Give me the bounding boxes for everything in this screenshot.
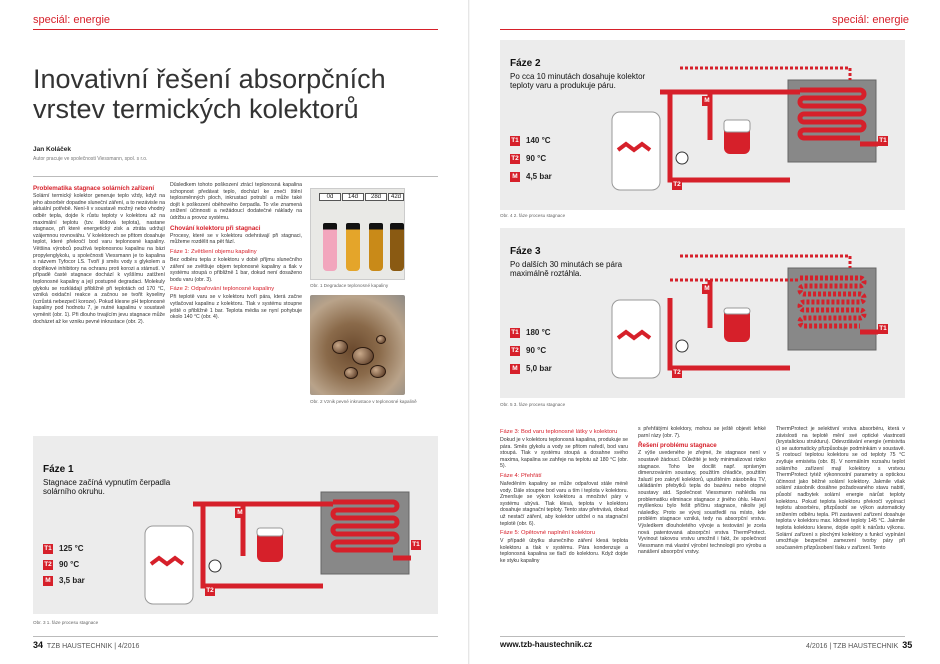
- figure-caption: Obr. 4 2. fáze procesu stagnace: [500, 213, 566, 218]
- divider: [33, 176, 438, 177]
- paragraph: Bez odběru tepla z kolektoru v době příjmu slunečního záření se zvětšuje objem teplonosné kapaliny a tlak v systému stoupá o přibližně 1 bar, dokud není dosaženo bodu varu (obr. 3).: [170, 257, 302, 283]
- t1-badge: T1: [44, 545, 52, 552]
- text-column-1: [33, 182, 165, 424]
- t1-sensor-badge: T1: [879, 137, 887, 144]
- t2-sensor-badge: T2: [673, 369, 681, 376]
- t2-sensor-badge: T2: [673, 181, 681, 188]
- fluid-degradation-photo: [310, 188, 405, 280]
- t2-value: 90 °C: [526, 346, 547, 355]
- vial-label: 42d: [388, 193, 404, 201]
- figure-phase-3: [500, 228, 905, 398]
- phase-title: Fáze 1: [43, 464, 74, 475]
- vial: [323, 223, 337, 271]
- vial: [390, 223, 404, 271]
- author-affiliation: Autor pracuje ve společnosti Viessmann, spol. s r.o.: [33, 156, 148, 162]
- phase-title: Fáze 3: [510, 246, 541, 257]
- vial-label: 28d: [365, 193, 387, 201]
- figure-caption: Obr. 1 Degradace teplonosné kapaliny: [310, 283, 389, 288]
- t2-badge: T2: [44, 561, 52, 568]
- paragraph: Solární termický kolektor generuje teplo vždy, když na jeho absorbér dopadne sluneční záření, a to nezávisle na aktuální potřebě. Není-li v soustavě možný nebo vhodný odběr tepla, dojde k růstu teploty v kolektoru až na maximální teplotu (tzv. klidová teplota), nastane stagnace, při které energetický zisk a ztráta udržují vzájemnou rovnováhu. V kolektorech se přitom dosahuje teplot, které překročí bod varu teplonosné kapaliny. Většina výrobců používá teplonosnou kapalinu na bázi propylenglykolu, u společnosti Viessmann je to kapalina s názvem Tyfocor LS. Tvoří ji směs vody s glykolem a doplňkové inhibitory na ochranu proti korozi a stárnutí. V případě časté stagnace dochází k vyššímu zatížení teplonosné kapaliny a její postupné degradaci. Molekuly glykolu se rozkládají přibližně při teplotách od 170 °C, vzniká oxidační reakce a začnou se tvořit kyseliny (vzrůstá nebezpečí koroze). Pokud klesne pH teplonosné kapaliny pod hodnotu 7, je nutné kapalinu v soustavě vyměnit (obr. 1). Při dlouho trvajícím jevu stagnace může docházet až ke vzniku pevné inkrustace (obr. 2).: [33, 193, 165, 325]
- incrustation-photo: [310, 295, 405, 395]
- phase-description: Stagnace začíná vypnutím čerpadla solárního okruhu.: [43, 478, 171, 496]
- pressure-value: 5,0 bar: [526, 364, 552, 373]
- text-column-2: [170, 182, 302, 424]
- phase-heading: Fáze 5: Opětovné naplnění kolektoru: [500, 530, 596, 537]
- paragraph: s přehřátými kolektory, mohou se ještě objevit lehké parní rázy (obr. 7).: [638, 426, 766, 439]
- footer-url[interactable]: www.tzb-haustechnik.cz: [500, 640, 593, 649]
- footer-rule: [500, 636, 905, 637]
- paragraph: V případě úbytku slunečního záření klesá teplota kolektoru a tlak v systému. Pára kondenzuje a teplonosná kapalina se tlačí do kolektoru. Když dojde ke styku kapaliny: [500, 538, 628, 564]
- author-name: Jan Koláček: [33, 146, 71, 153]
- figure-caption: Obr. 2 Vznik pevné inkrustace v teplonosné kapalině: [310, 399, 417, 404]
- phase-description: Po cca 10 minutách dosahuje kolektor teploty varu a produkuje páru.: [510, 72, 646, 90]
- figure-phase-1: [33, 436, 438, 614]
- phase-title: Fáze 2: [510, 58, 541, 69]
- t1-badge: T1: [511, 329, 519, 336]
- t1-value: 125 °C: [59, 544, 84, 553]
- manometer-badge: M: [702, 284, 712, 294]
- right-page: [470, 0, 940, 664]
- phase-heading: Fáze 2: Odpařování teplonosné kapaliny: [170, 286, 275, 293]
- solar-circuit-diagram: [500, 228, 905, 398]
- manometer-badge: M: [702, 96, 712, 106]
- paragraph: Dokud je v kolektoru teplonosná kapalina, produkuje se pára. Směs glykolu a vody se přitom naředí, bod varu stoupá. Tlak v systému stoupá a dosahne svého maxima, kapalina se zahřeje na teplotu až 180 °C (obr. 5).: [500, 437, 628, 470]
- phase-heading: Fáze 4: Přehřátí: [500, 472, 542, 479]
- vial-label: 14d: [342, 193, 364, 201]
- header-rule: [500, 29, 905, 30]
- t2-badge: T2: [511, 155, 519, 162]
- t1-value: 180 °C: [526, 328, 551, 337]
- section-heading: Problematika stagnace solárních zařízení: [33, 185, 155, 192]
- vial: [346, 223, 360, 271]
- section-header: speciál: energie: [33, 14, 111, 26]
- solar-circuit-diagram: [500, 40, 905, 210]
- pressure-value: 4,5 bar: [526, 172, 552, 181]
- page-number: 35: [902, 640, 913, 650]
- figure-caption: Obr. 5 3. fáze procesu stagnace: [500, 402, 566, 407]
- figure-phase-2: [500, 40, 905, 210]
- incrustation-chunk: [370, 365, 386, 378]
- t1-sensor-badge: T1: [412, 541, 420, 548]
- phase-heading: Fáze 3: Bod varu teplonosné látky v kolektoru: [500, 429, 618, 435]
- header-rule: [33, 29, 438, 30]
- section-heading: Řešení problému stagnace: [638, 442, 717, 450]
- phase-description: Po dalších 30 minutách se pára maximálně roztáhla.: [510, 260, 623, 278]
- m-badge: M: [510, 364, 520, 374]
- phase-heading: Fáze 1: Zvětšení objemu kapaliny: [170, 249, 257, 256]
- t1-badge: T1: [511, 137, 519, 144]
- solar-circuit-diagram: [33, 436, 438, 614]
- t2-value: 90 °C: [59, 560, 80, 569]
- vial-label: 0d: [319, 193, 341, 201]
- figure-caption: Obr. 3 1. fáze procesu stagnace: [33, 620, 99, 625]
- paragraph: Procesy, které se v kolektoru odehrávají při stagnaci, můžeme rozdělit na pět fází.: [170, 232, 302, 246]
- t2-badge: T2: [511, 347, 519, 354]
- m-badge: M: [510, 172, 520, 182]
- section-header: speciál: energie: [832, 14, 910, 26]
- page-number: 34: [33, 640, 44, 650]
- t1-sensor-badge: T1: [879, 325, 887, 332]
- incrustation-chunk: [352, 347, 374, 365]
- page-footer: 34 TZB HAUSTECHNIK | 4/2016: [33, 640, 140, 650]
- incrustation-chunk: [344, 367, 358, 379]
- paragraph: Důsledkem tohoto poškození ztrácí teplonosná kapalina schopnost předávat teplo, dochází ke zneči štění teplosměnných ploch, inkrustaci potrubí a může také dojít k poškození oběhového čerpadla. To vše znamená snížení účinnosti a nežádoucí dodatečné náklady na údržbu a provoz systému.: [170, 182, 302, 221]
- text-column-4: [638, 426, 766, 632]
- footer-rule: [33, 636, 438, 637]
- paragraph: Naředěním kapaliny se může odpařovat stále méně vody. Dále stoupne bod varu a tím i teplota v kolektoru. Zmenšuje se výkon kolektoru a množství páry v systému ubývá. Tlak klesá, teplota v kolektoru dosahuje stagnační teploty. Tento stav přetrvává, dokud už nestačí záření, aby kolektor udržel o na stagnační teplotě (obr. 6).: [500, 480, 628, 527]
- m-badge: M: [43, 576, 53, 586]
- text-column-5: [776, 426, 905, 632]
- paragraph: Z výše uvedeného je zřejmé, že stagnace není v soustavě žádoucí. Důležité je tedy minimalizovat riziko stagnace. Toho lze docílit např. správným dimenzováním soustavy, použitím chladiče, použitím žaluzií pro zakrytí kolektorů, upuštěním zásobníku TV, ukládáním přebytků tepla do bazénu nebo otopné soustavy atd. Společnost Viessmann nahlédla na problematiku eliminace stagnace z jiného úhlu. Hlavní myšlenkou bylo řešit příčinu stagnace, nikoliv její následky. Proto se vývoj soustředil na místo, kde problém stagnace vzniká, tedy na absorpční vrstvu. Výsledkem dlouholetého vývoje a testování je zcela nová patentovaná absorpční vrstva ThermProtect. Vyvinout takovou vrstvu umožnil i fakt, že společnost Viessmann má vlastní výrobní technologii pro výrobu a nanášení absorpční vrstvy.: [638, 450, 766, 556]
- text-column-3: [500, 426, 628, 632]
- paragraph: ThermProtect je selektivní vrstva absorbéru, která v závislosti na teplotě mění své optické vlastnosti (krystalickou strukturu). Odevzdávání energie (emisivita ε) se automaticky přizpůsobuje podmínkám v soustavě. S rostoucí teplotou kolektoru se od teploty 75 °C zvyšuje emisivita (obr. 8). V normálním rozsahu teplot solárního zařízení mají kolektory s vrstvou ThermProtect tytéž výkonnostní parametry a optickou účinnost jako běžné solární kolektory. Jakmile však solární zásobník dosáhne požadovaného stavu nabití, působí nadbytek solární energie nárůst teploty kolektoru. Pokud teplota kolektoru překročí vypínací teplotu absorbéru, přizpůsobí se výkon automaticky snížením odběru tepla. Při zastavení zařízení dosahuje teplota v kolektoru max. klidové teploty 145 °C. Jakmile teplota kolektoru klesne, dojde opět k nárůstu výkonu. Solární zařízení s plochými kolektory s funkcí vypínání umožňuje bezpečné zamezení tvorby páry při současném přizpůsobení tlaku v zařízení. Tento: [776, 426, 905, 551]
- section-heading: Chování kolektoru při stagnaci: [170, 224, 261, 232]
- incrustation-chunk: [332, 340, 348, 354]
- page-footer: 4/2016 | TZB HAUSTECHNIK 35: [806, 640, 913, 650]
- vial: [369, 223, 383, 271]
- paragraph: Při teplotě varu se v kolektoru tvoří pára, která začne vytlačovat kapalinu z kolektoru. Tlak v systému stoupne ještě o přibližně 1 bar. Teplota média se nyní pohybuje okolo 140 °C (obr. 4).: [170, 294, 302, 321]
- t2-value: 90 °C: [526, 154, 547, 163]
- t2-sensor-badge: T2: [206, 587, 214, 594]
- incrustation-chunk: [376, 335, 386, 344]
- article-title: Inovativní řešení absorpčních vrstev termických kolektorů: [33, 64, 386, 124]
- manometer-badge: M: [235, 508, 245, 518]
- t1-value: 140 °C: [526, 136, 551, 145]
- pressure-value: 3,5 bar: [59, 576, 85, 585]
